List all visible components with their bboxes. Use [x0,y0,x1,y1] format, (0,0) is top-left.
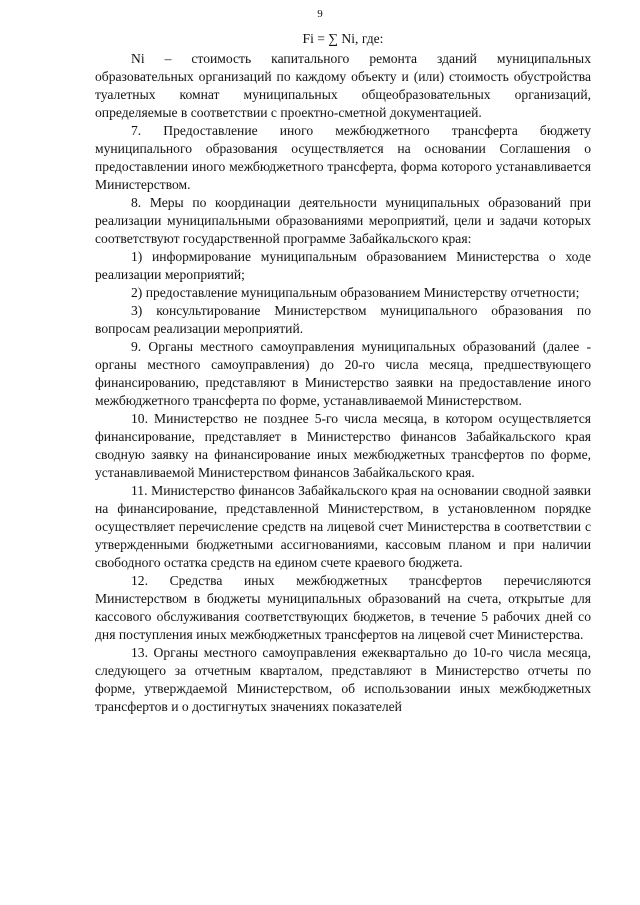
formula: Fi = ∑ Ni, где: [302,31,384,46]
page-number: 9 [317,8,323,20]
paragraph-8: 8. Меры по координации деятельности муниципальных образований при реализации муниципальными образованиями мероприятий, цели и задачи которых соответствуют государственной программе Забайкальского края: [95,195,591,246]
paragraph-7: 7. Предоставление иного межбюджетного трансферта бюджету муниципального образования осуществляется на основании Соглашения о предоставлении иного межбюджетного трансферта, форма которого устанавливается Министерством. [95,123,591,192]
paragraph-13: 13. Органы местного самоуправления ежеквартально до 10-го числа месяца, следующего за отчетным кварталом, представляют в Министерство отчеты по форме, утверждаемой Министерством, об использовании иных межбюджетных трансфертов и о достигнутых значениях показателей [95,645,591,714]
paragraph-11: 11. Министерство финансов Забайкальского края на основании сводной заявки на финансирование, представленной Министерством, в установленном порядке осуществляет перечисление средств на лицевой счет Министерства в соответствии с утвержденными бюджетными ассигнованиями, кассовым планом и при наличии свободного остатка средств на едином счете краевого бюджета. [95,483,591,570]
paragraph-12: 12. Средства иных межбюджетных трансфертов перечисляются Министерством в бюджеты муниципальных образований на счета, открытые для кассового обслуживания соответствующих бюджетов, в течение 5 рабочих дней со дня поступления иных межбюджетных трансфертов на лицевой счет Министерства. [95,573,591,642]
paragraph-10: 10. Министерство не позднее 5-го числа месяца, в котором осуществляется финансирование, представляет в Министерство финансов Забайкальского края сводную заявку на финансирование иных межбюджетных трансфертов по форме, устанавливаемой Министерством финансов Забайкальского края. [95,411,591,480]
document-body [95,30,591,716]
paragraph-9: 9. Органы местного самоуправления муниципальных образований (далее - органы местного самоуправления) до 20-го числа месяца, предшествующего финансированию, представляют в Министерство заявки на предоставление иного межбюджетного трансферта по форме, устанавливаемой Министерством. [95,339,591,408]
paragraph-ni-definition: Ni – стоимость капитального ремонта зданий муниципальных образовательных организаций по каждому объекту и (или) стоимость обустройства туалетных комнат муниципальных общеобразовательных организаций, определяемые в соответствии с проектно-сметной документацией. [95,51,591,120]
paragraph-8-item-2: 2) предоставление муниципальным образованием Министерству отчетности; [131,285,580,300]
paragraph-8-item-3: 3) консультирование Министерством муниципального образования по вопросам реализации мероприятий. [95,303,591,336]
paragraph-8-item-1: 1) информирование муниципальным образованием Министерства о ходе реализации мероприятий; [95,249,591,282]
